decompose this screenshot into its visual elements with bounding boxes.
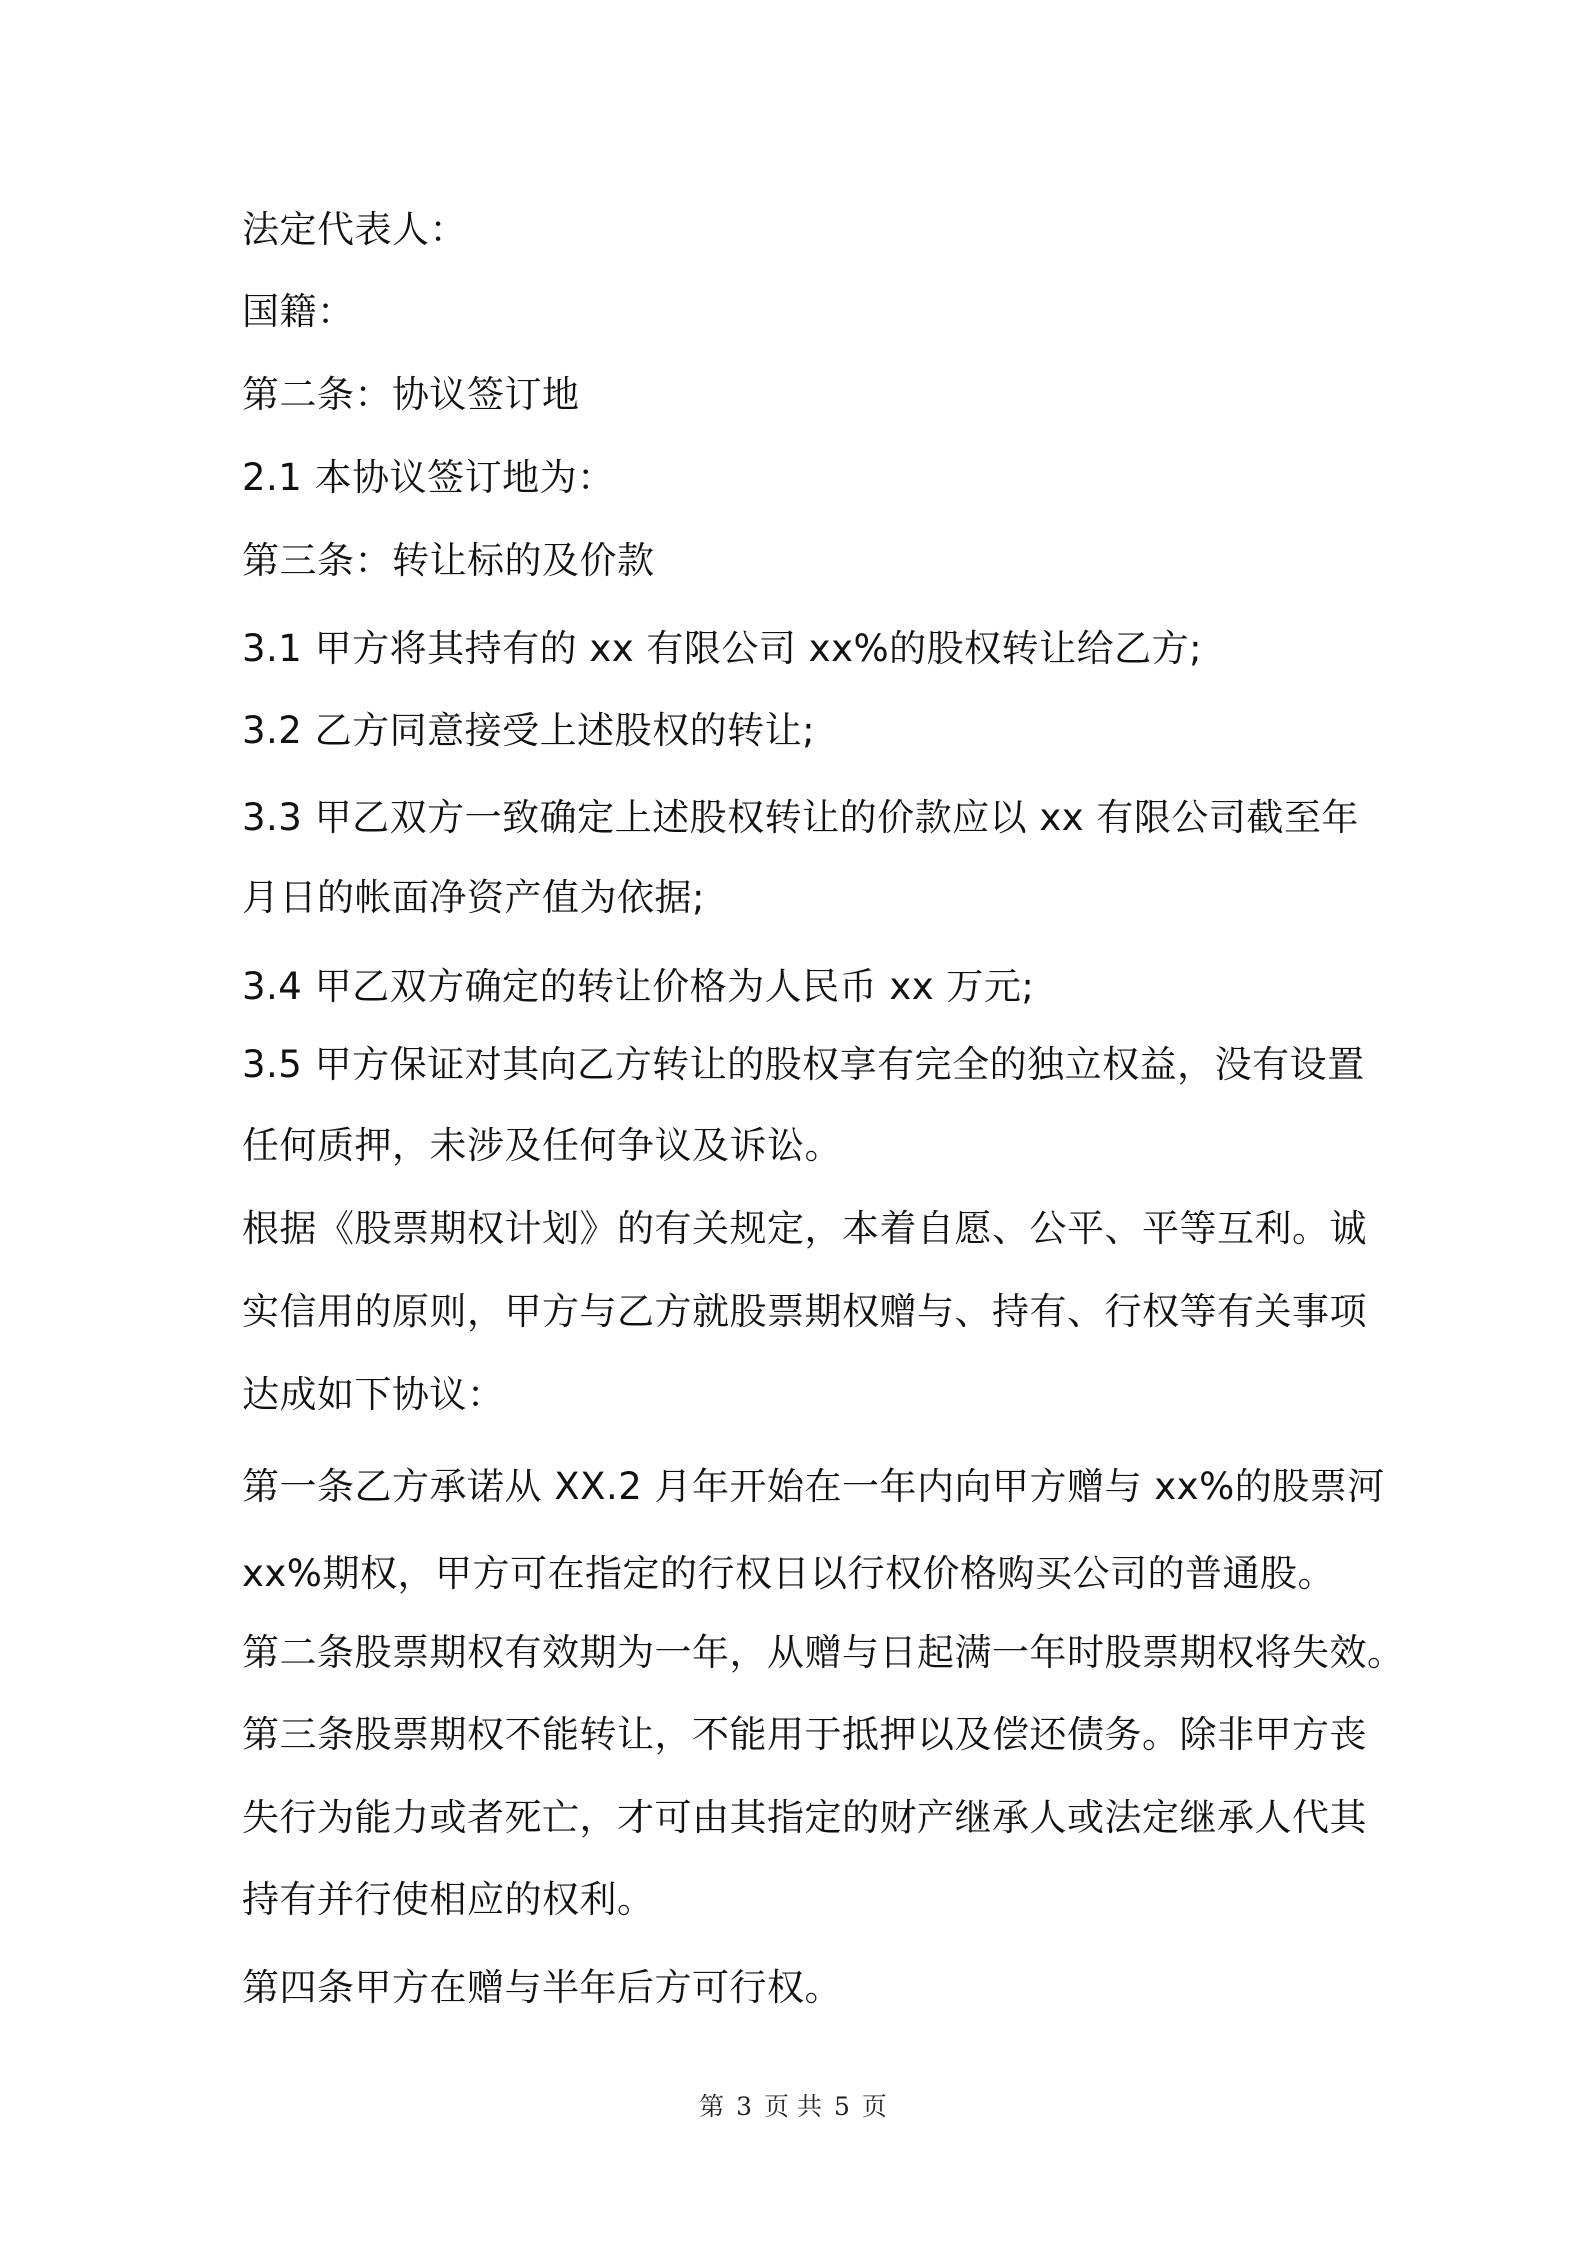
text-line: 根据《股票期权计划》的有关规定，本着自愿、公平、平等互利。诚	[242, 1207, 1367, 1250]
text-line: 3.1 甲方将其持有的 xx 有限公司 xx%的股权转让给乙方;	[242, 627, 1203, 670]
section-heading: 第三条：转让标的及价款	[242, 539, 655, 582]
text-line: 法定代表人：	[242, 208, 467, 251]
text-line: 月日的帐面净资产值为依据;	[242, 876, 705, 919]
article-line: 第三条股票期权不能转让，不能用于抵押以及偿还债务。除非甲方丧	[242, 1713, 1367, 1756]
text-line: 实信用的原则，甲方与乙方就股票期权赠与、持有、行权等有关事项	[242, 1290, 1367, 1333]
text-line: xx%期权，甲方可在指定的行权日以行权价格购买公司的普通股。	[242, 1552, 1335, 1595]
footer-middle: 页 共	[764, 2092, 822, 2121]
article-line: 第二条股票期权有效期为一年，从赠与日起满一年时股票期权将失效。	[242, 1631, 1405, 1674]
text-line: 3.3 甲乙双方一致确定上述股权转让的价款应以 xx 有限公司截至年	[242, 796, 1359, 839]
text-line: 3.2 乙方同意接受上述股权的转让;	[242, 709, 816, 752]
text-line: 3.4 甲乙双方确定的转让价格为人民币 xx 万元;	[242, 965, 1035, 1008]
text-line: 持有并行使相应的权利。	[242, 1878, 655, 1921]
footer-suffix: 页	[861, 2092, 887, 2121]
text-line: 2.1 本协议签订地为：	[242, 456, 615, 499]
footer-page-number: 3	[736, 2092, 753, 2121]
article-line: 第一条乙方承诺从 XX.2 月年开始在一年内向甲方赠与 xx%的股票河	[242, 1465, 1385, 1508]
text-line: 任何质押，未涉及任何争议及诉讼。	[242, 1124, 842, 1167]
text-line: 国籍：	[242, 290, 355, 333]
article-line: 第四条甲方在赠与半年后方可行权。	[242, 1966, 842, 2009]
text-line: 失行为能力或者死亡，才可由其指定的财产继承人或法定继承人代其	[242, 1796, 1367, 1839]
text-line: 3.5 甲方保证对其向乙方转让的股权享有完全的独立权益，没有设置	[242, 1043, 1365, 1086]
text-line: 达成如下协议：	[242, 1373, 505, 1416]
page-footer	[0, 2092, 1586, 2122]
footer-total-pages: 5	[833, 2092, 850, 2121]
section-heading: 第二条：协议签订地	[242, 373, 580, 416]
footer-prefix: 第	[699, 2092, 725, 2121]
